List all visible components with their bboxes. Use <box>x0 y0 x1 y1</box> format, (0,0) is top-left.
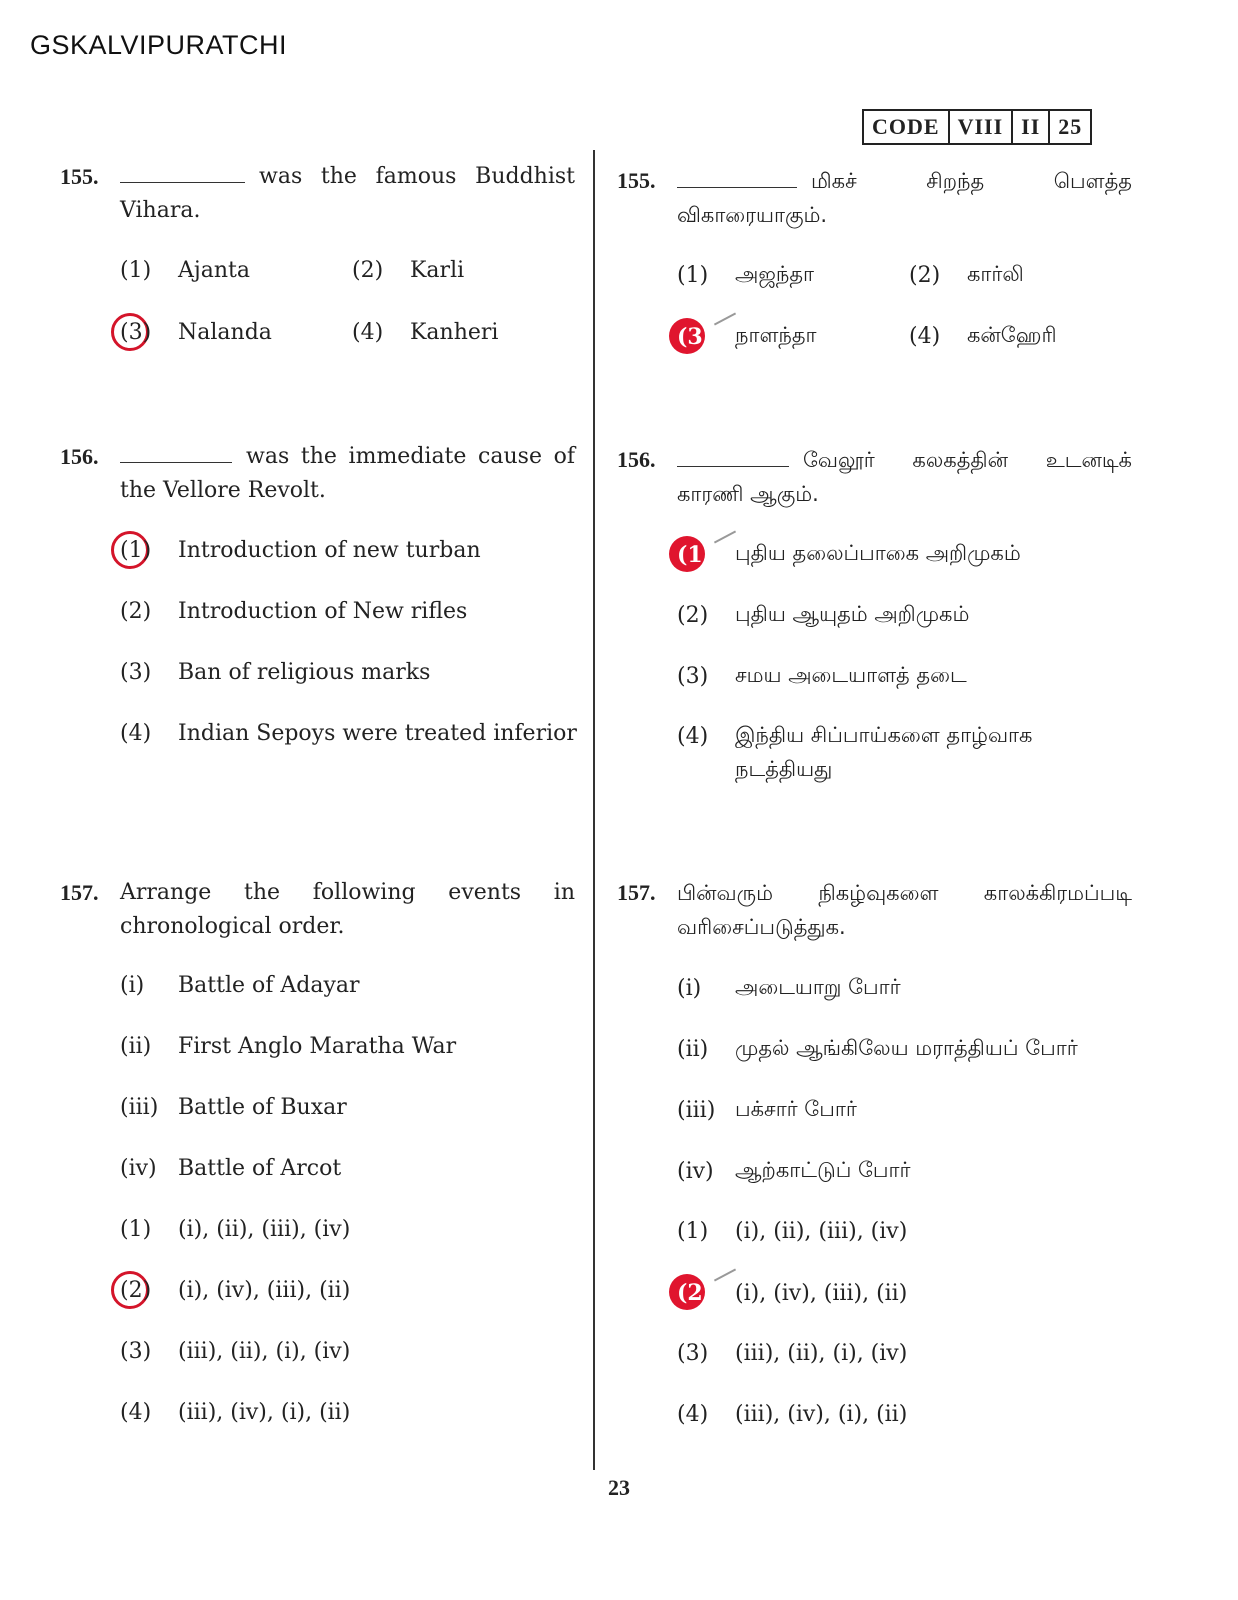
option-text: Introduction of New rifles <box>178 599 468 624</box>
event-text: ஆற்காட்டுப் போர் <box>735 1158 911 1182</box>
option-2 <box>120 599 467 624</box>
option-number: (4) <box>120 1400 152 1425</box>
option-number: (2) <box>120 1278 152 1303</box>
event-i <box>120 973 360 998</box>
option-text: (i), (ii), (iii), (iv) <box>178 1217 351 1242</box>
answer-blank <box>677 446 789 467</box>
question-number: 156. <box>60 444 99 469</box>
question-number: 157. <box>60 880 99 905</box>
option-3 <box>677 663 967 690</box>
check-tick-mark <box>714 530 736 543</box>
question-stem: Arrange the following events in chronological order. <box>120 880 575 939</box>
option-number: (2) <box>352 258 384 283</box>
option-4 <box>909 323 1057 350</box>
option-text: நாளந்தா <box>735 323 817 347</box>
option-number: (1) <box>120 1217 152 1242</box>
question-stem: வேலூர் கலகத்தின் உடனடிக் காரணி ஆகும். <box>677 448 1132 506</box>
option-3 <box>120 660 430 685</box>
option-text: Ban of religious marks <box>178 660 431 685</box>
question-155-en <box>60 160 575 228</box>
option-number: (2) <box>120 599 152 624</box>
option-1-marked <box>120 538 481 563</box>
option-1 <box>120 1217 350 1242</box>
option-number: (3) <box>677 664 709 689</box>
option-4 <box>120 721 577 746</box>
option-number: (4) <box>909 324 941 349</box>
option-text: (iii), (iv), (i), (ii) <box>735 1402 908 1427</box>
option-text: புதிய ஆயுதம் அறிமுகம் <box>735 602 970 626</box>
event-text: பக்சார் போர் <box>735 1097 857 1121</box>
page-number: 23 <box>608 1475 630 1500</box>
event-number: (iii) <box>120 1095 159 1120</box>
watermark-text: GSKALVIPURATCHI <box>30 30 288 60</box>
option-number: (2) <box>677 603 709 628</box>
option-3 <box>120 1339 350 1364</box>
question-157-ta <box>617 876 1132 944</box>
check-tick-mark <box>714 1268 736 1281</box>
check-tick-mark <box>714 312 736 325</box>
event-number: (iv) <box>677 1159 714 1184</box>
option-2 <box>352 258 464 283</box>
option-number: (1) <box>120 538 152 563</box>
question-156-en <box>60 440 575 508</box>
event-text: First Anglo Maratha War <box>178 1034 457 1059</box>
option-text: (i), (ii), (iii), (iv) <box>735 1219 908 1244</box>
event-number: (i) <box>677 976 702 1001</box>
option-number: (3) <box>120 320 152 345</box>
code-class: VIII <box>950 111 1014 143</box>
option-number: (1) <box>677 541 714 568</box>
option-text: (i), (iv), (iii), (ii) <box>735 1280 908 1306</box>
question-stem: பின்வரும் நிகழ்வுகளை காலக்கிரமப்படி வரிசைப்படுத்துக. <box>677 881 1132 939</box>
option-3-marked <box>120 320 272 345</box>
question-number: 157. <box>617 880 656 905</box>
event-iii <box>120 1095 347 1120</box>
option-number: (1) <box>677 1219 709 1244</box>
question-155-ta <box>617 164 1132 232</box>
event-text: Battle of Arcot <box>178 1156 342 1181</box>
option-2-marked <box>677 1280 907 1306</box>
event-iv <box>677 1158 911 1185</box>
option-2-marked <box>120 1278 350 1303</box>
option-number: (4) <box>677 1402 709 1427</box>
option-number: (2) <box>909 263 941 288</box>
column-divider <box>593 150 595 1470</box>
option-text: (iii), (iv), (i), (ii) <box>178 1400 351 1425</box>
option-number: (3) <box>120 1339 152 1364</box>
event-text: அடையாறு போர் <box>735 975 901 999</box>
option-text: Nalanda <box>178 320 272 345</box>
event-number: (i) <box>120 973 145 998</box>
option-text: அஜந்தா <box>735 262 814 286</box>
option-number: (4) <box>352 320 384 345</box>
event-iii <box>677 1097 857 1124</box>
answer-blank <box>120 162 245 183</box>
option-text: சமய அடையாளத் தடை <box>735 663 967 687</box>
option-2 <box>677 602 969 629</box>
event-number: (iii) <box>677 1098 716 1123</box>
event-text: முதல் ஆங்கிலேய மராத்தியப் போர் <box>735 1036 1078 1060</box>
option-3 <box>677 1341 907 1366</box>
option-text: கார்லி <box>967 262 1024 286</box>
code-label: CODE <box>864 111 950 143</box>
event-number: (iv) <box>120 1156 157 1181</box>
option-number: (1) <box>120 258 152 283</box>
answer-blank <box>677 167 797 188</box>
option-number: (1) <box>677 263 709 288</box>
code-part: II <box>1013 111 1050 143</box>
event-number: (ii) <box>677 1037 709 1062</box>
question-number: 155. <box>60 164 99 189</box>
option-text: புதிய தலைப்பாகை அறிமுகம் <box>735 541 1021 565</box>
question-number: 156. <box>617 447 656 472</box>
code-number: 25 <box>1058 114 1083 139</box>
question-stem: was the famous Buddhist Vihara. <box>120 164 575 223</box>
event-number: (ii) <box>120 1034 152 1059</box>
question-stem: was the immediate cause of the Vellore Revolt. <box>120 444 575 503</box>
option-1 <box>120 258 250 283</box>
option-4 <box>677 1402 907 1427</box>
question-stem: மிகச் சிறந்த பௌத்த விகாரையாகும். <box>677 169 1132 227</box>
event-text: Battle of Adayar <box>178 973 360 998</box>
option-number: (3) <box>677 323 714 350</box>
option-text: (iii), (ii), (i), (iv) <box>735 1341 908 1366</box>
option-2 <box>909 262 1024 289</box>
option-4 <box>352 320 498 345</box>
option-text: (i), (iv), (iii), (ii) <box>178 1278 351 1303</box>
option-text: கன்ஹேரி <box>967 323 1057 347</box>
option-number: (4) <box>677 724 709 749</box>
exam-code-box <box>862 109 1092 145</box>
event-ii <box>677 1036 1078 1063</box>
option-number: (3) <box>120 660 152 685</box>
option-number: (2) <box>677 1280 714 1306</box>
option-text: (iii), (ii), (i), (iv) <box>178 1339 351 1364</box>
option-text: இந்திய சிப்பாய்களை தாழ்வாக நடத்தியது <box>735 723 1033 781</box>
question-157-en <box>60 876 575 944</box>
option-4 <box>120 1400 350 1425</box>
option-1-marked <box>677 541 1021 568</box>
option-text: Introduction of new turban <box>178 538 481 563</box>
option-number: (4) <box>120 721 152 746</box>
option-number: (3) <box>677 1341 709 1366</box>
answer-blank <box>120 442 232 463</box>
question-number: 155. <box>617 168 656 193</box>
event-iv <box>120 1156 341 1181</box>
event-ii <box>120 1034 456 1059</box>
option-1 <box>677 262 814 289</box>
option-4 <box>677 724 1132 786</box>
event-i <box>677 975 901 1002</box>
question-156-ta <box>617 443 1132 511</box>
option-text: Karli <box>410 258 465 283</box>
option-text: Kanheri <box>410 320 499 345</box>
option-text: Ajanta <box>178 258 250 283</box>
option-text: Indian Sepoys were treated inferior <box>178 721 577 746</box>
option-3-marked <box>677 323 817 350</box>
event-text: Battle of Buxar <box>178 1095 347 1120</box>
option-1 <box>677 1219 907 1244</box>
